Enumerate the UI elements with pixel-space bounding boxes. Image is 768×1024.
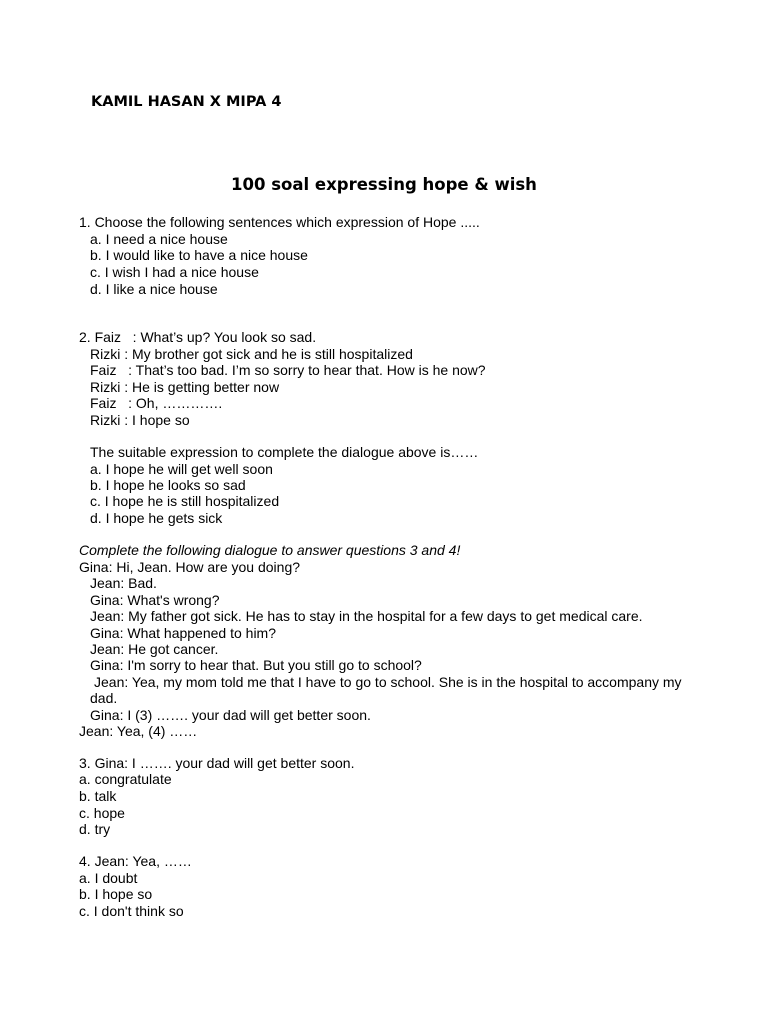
- author-heading: KAMIL HASAN X MIPA 4: [91, 94, 282, 110]
- option-4c: c. I don't think so: [79, 903, 184, 919]
- dialogue-line: Gina: I'm sorry to hear that. But you still go to school?: [90, 657, 422, 673]
- dialogue-line: Jean: Yea, my mom told me that I have to go to school. She is in the hospital to accompany my: [94, 674, 682, 690]
- option-1c: c. I wish I had a nice house: [90, 264, 259, 280]
- dialogue-line: Jean: Bad.: [90, 575, 157, 591]
- passage-instruction: Complete the following dialogue to answer questions 3 and 4!: [79, 542, 461, 558]
- option-3b: b. talk: [79, 788, 117, 804]
- option-1d: d. I like a nice house: [90, 281, 218, 297]
- page-title: 100 soal expressing hope & wish: [231, 175, 537, 194]
- option-2c: c. I hope he is still hospitalized: [90, 493, 280, 509]
- dialogue-line: Gina: I (3) ……. your dad will get better soon.: [90, 707, 371, 723]
- question-4-text: 4. Jean: Yea, ……: [79, 853, 192, 869]
- option-4b: b. I hope so: [79, 886, 153, 902]
- dialogue-line: Rizki : He is getting better now: [90, 379, 280, 395]
- dialogue-line: Jean: My father got sick. He has to stay in the hospital for a few days to get medical care.: [90, 608, 643, 624]
- dialogue-line: 2. Faiz : What’s up? You look so sad.: [79, 329, 317, 345]
- dialogue-line: Jean: Yea, (4) ……: [79, 723, 198, 739]
- option-2a: a. I hope he will get well soon: [90, 461, 273, 477]
- question-1-text: 1. Choose the following sentences which expression of Hope .....: [79, 214, 480, 230]
- question-3-text: 3. Gina: I ……. your dad will get better soon.: [79, 755, 355, 771]
- question-2-text: The suitable expression to complete the dialogue above is……: [90, 444, 479, 460]
- dialogue-line: Faiz : Oh, ………….: [90, 395, 223, 411]
- option-3a: a. congratulate: [79, 771, 172, 787]
- option-1a: a. I need a nice house: [90, 231, 228, 247]
- option-3c: c. hope: [79, 805, 125, 821]
- dialogue-line: Gina: What happened to him?: [90, 625, 277, 641]
- dialogue-line: Jean: He got cancer.: [90, 641, 219, 657]
- option-1b: b. I would like to have a nice house: [90, 247, 308, 263]
- dialogue-line: Rizki : I hope so: [90, 412, 190, 428]
- dialogue-line: Gina: Hi, Jean. How are you doing?: [79, 559, 301, 575]
- dialogue-line: dad.: [90, 690, 118, 706]
- option-2d: d. I hope he gets sick: [90, 510, 223, 526]
- option-3d: d. try: [79, 821, 111, 837]
- option-2b: b. I hope he looks so sad: [90, 477, 246, 493]
- option-4a: a. I doubt: [79, 870, 138, 886]
- dialogue-line: Rizki : My brother got sick and he is still hospitalized: [90, 346, 413, 362]
- dialogue-line: Gina: What's wrong?: [90, 592, 220, 608]
- dialogue-line: Faiz : That’s too bad. I’m so sorry to hear that. How is he now?: [90, 362, 486, 378]
